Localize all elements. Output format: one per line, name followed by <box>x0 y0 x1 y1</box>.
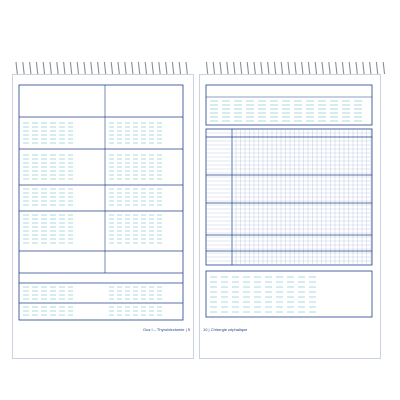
spiral-loop <box>16 62 18 74</box>
left-page <box>12 74 194 359</box>
spiral-loop <box>23 62 25 74</box>
spiral-loop <box>104 62 106 74</box>
spiral-loop <box>274 62 276 74</box>
spiral-loop <box>70 62 72 74</box>
spiral-loop <box>363 62 365 74</box>
right-page-footer: 10 | Chirurgie céphalique <box>203 327 248 332</box>
spiral-binding <box>0 0 400 74</box>
spiral-loop <box>172 62 174 74</box>
left-form-border <box>19 85 183 320</box>
spiral-loop <box>132 62 134 74</box>
spiral-loop <box>336 62 338 74</box>
spiral-loop <box>43 62 45 74</box>
spiral-loop <box>322 62 324 74</box>
spiral-loop <box>57 62 59 74</box>
left-form-lines <box>13 75 195 360</box>
spiral-loop <box>98 62 100 74</box>
right-page <box>199 74 381 359</box>
spiral-loop <box>370 62 372 74</box>
spiral-loop <box>186 62 188 74</box>
spiral-loop <box>152 62 154 74</box>
spiral-loop <box>315 62 317 74</box>
spiral-loop <box>295 62 297 74</box>
spiral-loop <box>329 62 331 74</box>
right-form-lines <box>200 75 382 360</box>
spiral-loop <box>240 62 242 74</box>
spiral-loop <box>166 62 168 74</box>
spiral-loop <box>356 62 358 74</box>
spiral-loop <box>159 62 161 74</box>
spiral-loop <box>383 62 385 74</box>
spiral-loop <box>138 62 140 74</box>
spiral-loop <box>234 62 236 74</box>
spiral-loop <box>254 62 256 74</box>
spiral-loop <box>84 62 86 74</box>
spiral-loop <box>64 62 66 74</box>
spiral-loop <box>111 62 113 74</box>
spiral-loop <box>145 62 147 74</box>
spiral-loop <box>227 62 229 74</box>
spiral-loop <box>247 62 249 74</box>
spiral-loop <box>179 62 181 74</box>
spiral-loop <box>268 62 270 74</box>
spiral-loop <box>376 62 378 74</box>
left-page-footer: Gus I – Thyroïdectomie | 5 <box>143 327 190 332</box>
spiral-loop <box>36 62 38 74</box>
spiral-loop <box>220 62 222 74</box>
spiral-loop <box>30 62 32 74</box>
spiral-loop <box>50 62 52 74</box>
spiral-loop <box>308 62 310 74</box>
right-notes-box <box>206 271 372 317</box>
spiral-loop <box>91 62 93 74</box>
spiral-loop <box>206 62 208 74</box>
spiral-loop <box>213 62 215 74</box>
spiral-loop <box>118 62 120 74</box>
spiral-loop <box>342 62 344 74</box>
spiral-loop <box>261 62 263 74</box>
spiral-loop <box>77 62 79 74</box>
spiral-loop <box>349 62 351 74</box>
spiral-loop <box>288 62 290 74</box>
spiral-loop <box>125 62 127 74</box>
spiral-loop <box>281 62 283 74</box>
spiral-loop <box>302 62 304 74</box>
